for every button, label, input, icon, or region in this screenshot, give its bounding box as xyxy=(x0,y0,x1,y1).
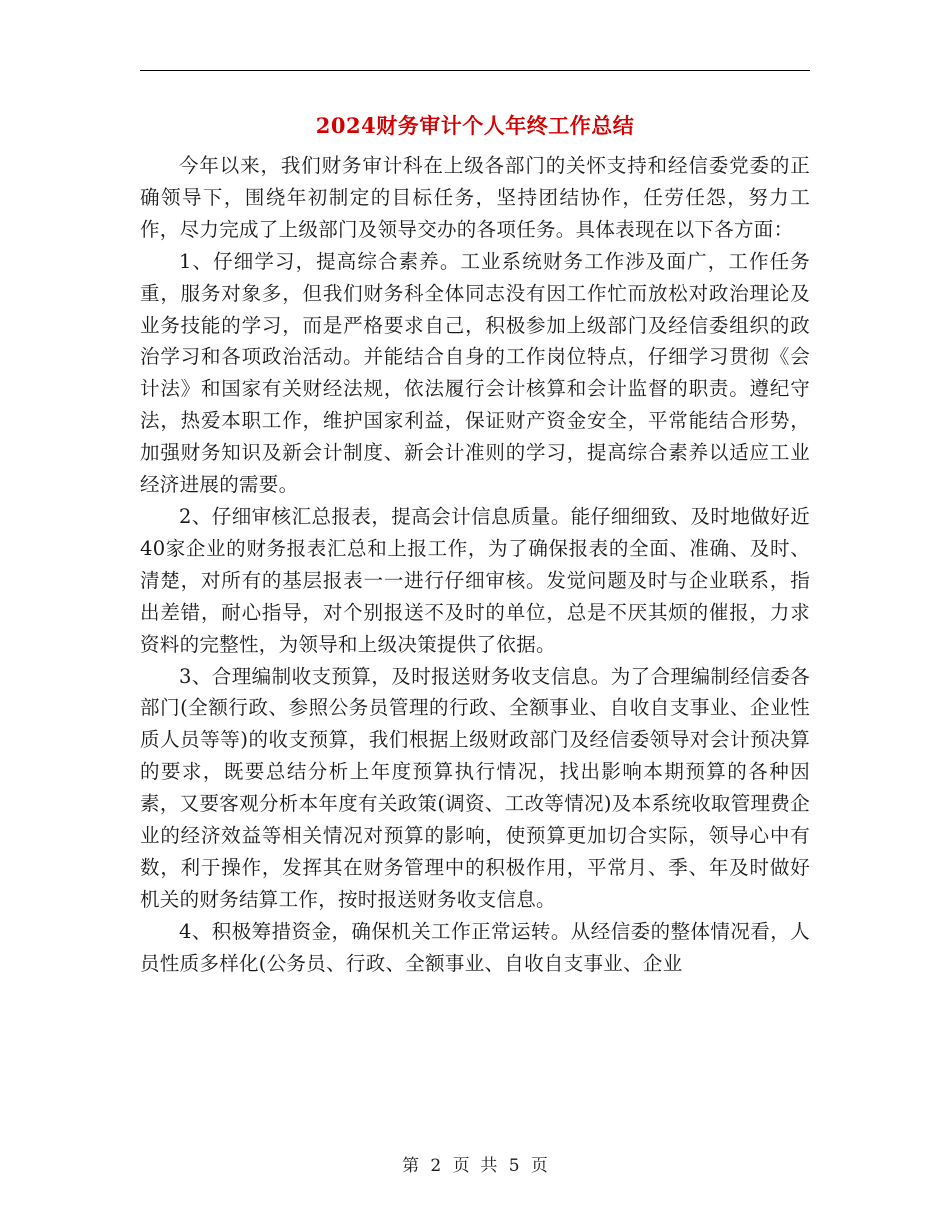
paragraph-intro: 今年以来，我们财务审计科在上级各部门的关怀支持和经信委党委的正确领导下，围绕年初制定的目标任务，坚持团结协作，任劳任怨，努力工作，尽力完成了上级部门及领导交办的各项任务。具体表现在以下各方面： xyxy=(140,154,810,241)
page-current: 2 xyxy=(430,1156,442,1176)
document-body xyxy=(140,150,810,980)
page-suffix: 页 xyxy=(530,1156,548,1176)
page-footer xyxy=(140,1154,810,1178)
paragraph-item-1: 1、仔细学习，提高综合素养。工业系统财务工作涉及面广，工作任务重，服务对象多，但我们财务科全体同志没有因工作忙而放松对政治理论及业务技能的学习，而是严格要求自己，积极参加上级部门及经信委组织的政治学习和各项政治活动。并能结合自身的工作岗位特点，仔细学习贯彻《会计法》和国家有关财经法规，依法履行会计核算和会计监督的职责。遵纪守法，热爱本职工作，维护国家利益，保证财产资金安全，平常能结合形势，加强财务知识及新会计制度、新会计准则的学习，提高综合素养以适应工业经济进展的需要。 xyxy=(140,249,810,497)
page-total: 5 xyxy=(508,1156,520,1176)
paragraph-item-3: 3、合理编制收支预算，及时报送财务收支信息。为了合理编制经信委各部门(全额行政、参照公务员管理的行政、全额事业、自收自支事业、企业性质人员等等)的收支预算，我们根据上级财政部门及经信委领导对会计预决算的要求，既要总结分析上年度预算执行情况，找出影响本期预算的各种因素，又要客观分析本年度有关政策(调资、工改等情况)及本系统收取管理费企业的经济效益等相关情况对预算的影响，使预算更加切合实际，领导心中有数，利于操作，发挥其在财务管理中的积极作用，平常月、季、年及时做好机关的财务结算工作，按时报送财务收支信息。 xyxy=(140,664,810,911)
document-title: 2024财务审计个人年终工作总结 xyxy=(315,113,635,138)
page-middle: 页 共 xyxy=(452,1156,498,1176)
paragraph-item-2: 2、仔细审核汇总报表，提高会计信息质量。能仔细细致、及时地做好近40家企业的财务报表汇总和上报工作，为了确保报表的全面、准确、及时、清楚，对所有的基层报表一一进行仔细审核。发觉问题及时与企业联系，指出差错，耐心指导，对个别报送不及时的单位，总是不厌其烦的催报，力求资料的完整性，为领导和上级决策提供了依据。 xyxy=(140,504,810,656)
header-rule xyxy=(140,70,810,71)
paragraph-item-4: 4、积极筹措资金，确保机关工作正常运转。从经信委的整体情况看，人员性质多样化(公务员、行政、全额事业、自收自支事业、企业 xyxy=(140,919,810,975)
page-prefix: 第 xyxy=(402,1156,420,1176)
